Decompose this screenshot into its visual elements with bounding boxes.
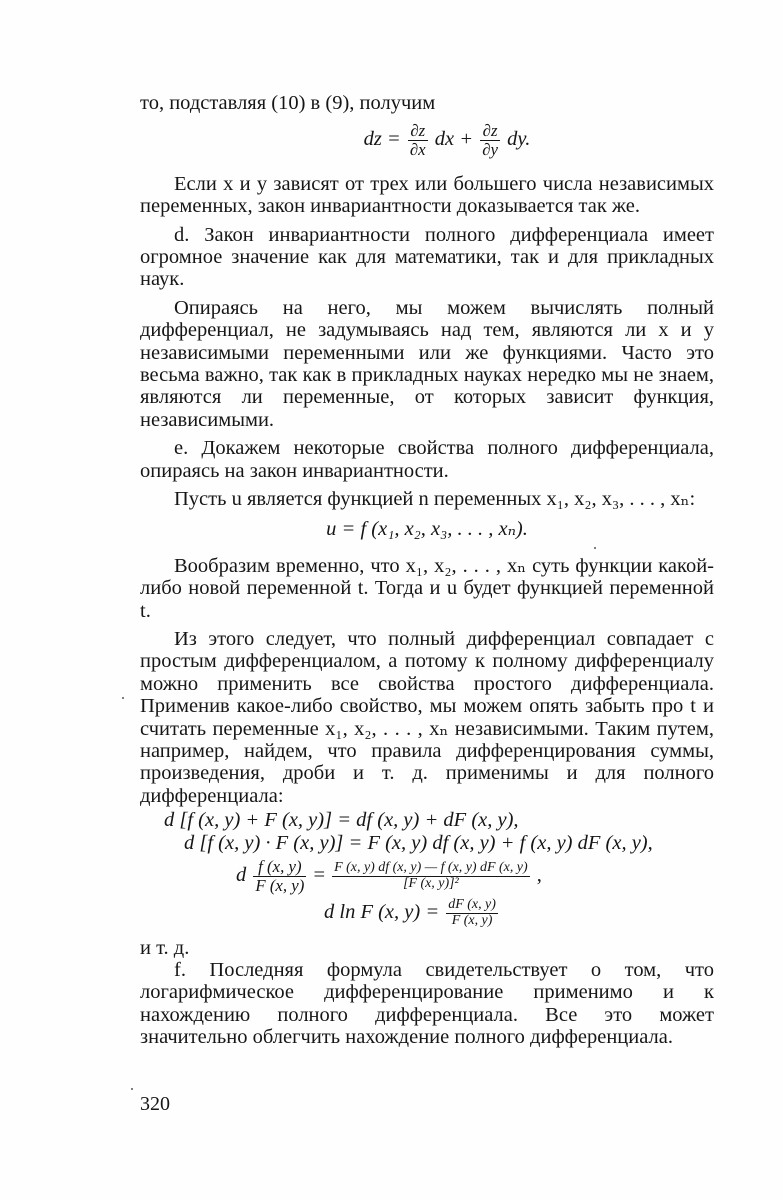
eq1-f2-num: ∂z: [480, 122, 500, 141]
eq1-f2-den: ∂y: [482, 140, 498, 160]
page-number: 320: [140, 1093, 170, 1115]
quotient-left-fraction: [253, 858, 306, 894]
paragraph-8: Из этого следует, что полный дифференциал совпадает с простым дифференциалом, а потому к полному дифференциалу можно применить все свойства простого дифференциала. Применив какое-либо свойство, мы можем опять забыть про t и считать переменные x₁, x₂, . . . , xₙ независимыми. Таким путем, например, найдем, что правила дифференцирования суммы, произведения, дроби и т. д. применимы и для полного дифференциала:: [140, 628, 714, 807]
eq1-lhs: dz =: [363, 128, 401, 151]
eq1-tail: dy.: [507, 128, 531, 151]
scan-speck: [594, 547, 596, 549]
formula-sum: [140, 809, 714, 831]
formula-sum-text: d [f (x, y) + F (x, y)] = df (x, y) + dF (x, y),: [164, 809, 519, 832]
formula-quotient: [140, 858, 714, 894]
eq1-fraction-1: [408, 122, 428, 158]
equation-u: [140, 518, 714, 540]
log-fraction: [446, 898, 498, 928]
quotient-right-num: F (x, y) df (x, y) — f (x, y) dF (x, y): [334, 860, 528, 876]
quotient-equals: =: [313, 863, 326, 886]
log-num: dF (x, y): [448, 897, 496, 913]
paragraph-3: d. Закон инвариантности полного дифференциала имеет огромное значение как для математики, так и для прикладных наук.: [140, 223, 714, 291]
paragraph-7: Вообразим временно, что x₁, x₂, . . . , xₙ суть функции какой-либо новой переменной t. Тогда и u будет функцией переменной t.: [140, 554, 714, 622]
eq1-f1-den: ∂x: [409, 140, 426, 160]
eq2-text: u = f (x₁, x₂, x₃, . . . , xₙ).: [326, 518, 528, 541]
formula-log: [140, 898, 714, 928]
quotient-left-num: f (x, y): [253, 858, 306, 877]
paragraph-5: e. Докажем некоторые свойства полного дифференциала, опираясь на закон инвариантности.: [140, 437, 714, 482]
formula-block: [140, 809, 714, 928]
paragraph-9: f. Последняя формула свидетельствует о том, что логарифмическое дифференцирование применимо и к нахождению полного дифференциала. Все это может значительно облегчить нахождение полного дифференциала.: [140, 959, 714, 1049]
page-body: [140, 92, 714, 1049]
formula-log-lhs: d ln F (x, y) =: [324, 901, 440, 924]
eq1-f1-num: ∂z: [408, 122, 428, 141]
formula-product: [140, 832, 714, 854]
log-den: F (x, y): [451, 912, 493, 928]
etc-line: и т. д.: [140, 936, 190, 959]
eq1-fraction-2: [480, 122, 500, 158]
equation-dz: [140, 122, 714, 158]
paragraph-4: Опираясь на него, мы можем вычислять полный дифференциал, не задумываясь над тем, являются ли x и y независимыми переменными или же функциями. Часто это весьма важно, так как в прикладных науках нередко мы не знаем, являются ли переменные, от которых зависит функция, независимыми.: [140, 296, 714, 431]
scan-speck: [122, 697, 124, 699]
paragraph-1: то, подставляя (10) в (9), получим: [140, 92, 436, 114]
paragraph-6: Пусть u является функцией n переменных x₁, x₂, x₃, . . . , xₙ:: [174, 487, 696, 510]
quotient-right-den: [F (x, y)]²: [403, 875, 459, 891]
quotient-tail: ,: [536, 863, 542, 886]
quotient-right-fraction: [332, 861, 529, 891]
paragraph-2: Если x и y зависят от трех или большего числа независимых переменных, закон инвариантности доказывается так же.: [140, 172, 714, 218]
scan-speck: [131, 1088, 133, 1090]
formula-product-text: d [f (x, y) · F (x, y)] = F (x, y) df (x, y) + f (x, y) dF (x, y),: [184, 831, 653, 854]
formula-quotient-d: d: [236, 863, 247, 886]
quotient-left-den: F (x, y): [255, 875, 305, 895]
eq1-mid: dx +: [434, 128, 474, 151]
